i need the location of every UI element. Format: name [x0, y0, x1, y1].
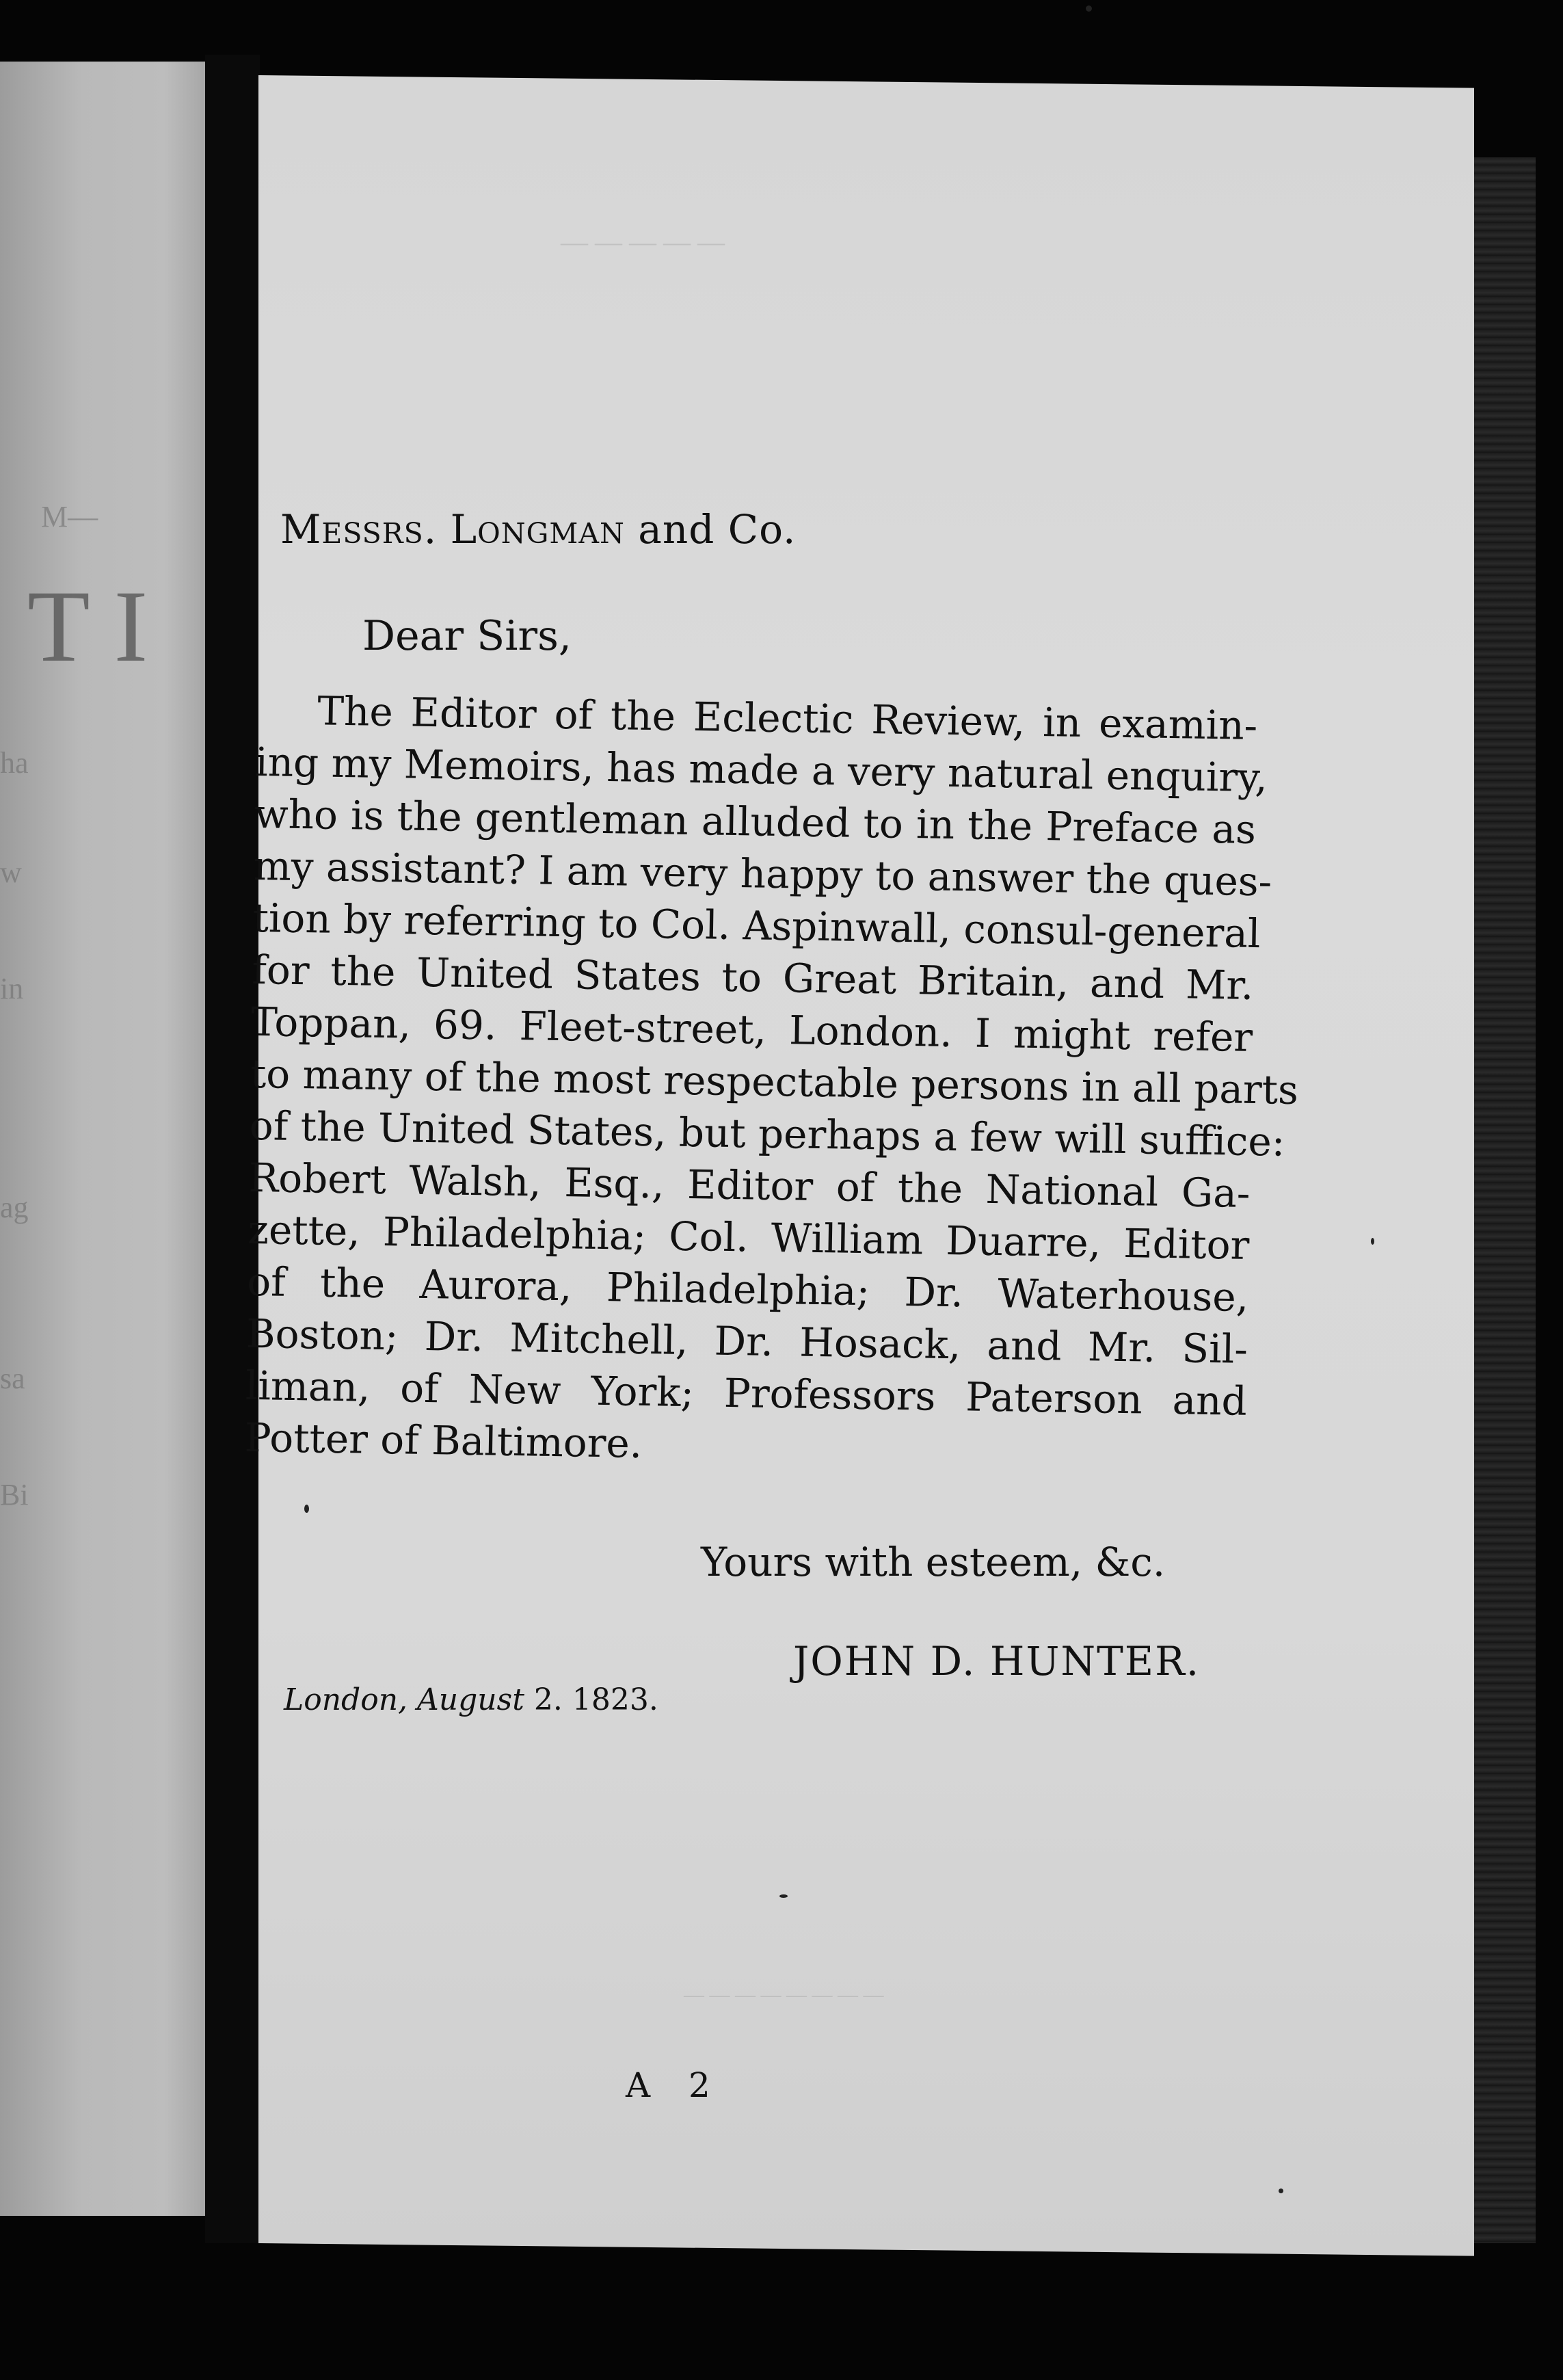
- left-page-fragment: Bi: [0, 1478, 29, 1511]
- body-line: of the United States, but perhaps a few will suffice:: [249, 1102, 1285, 1165]
- body-line: my assistant? I am very happy to answer the ques-: [253, 842, 1272, 905]
- greeting: Dear Sirs,: [362, 612, 572, 660]
- body-line: The Editor of the Eclectic Review, in examin-: [317, 687, 1258, 750]
- body-line: to many of the most respectable persons in all parts: [250, 1050, 1299, 1114]
- show-through-text: — — — — —: [561, 226, 725, 257]
- body-line: zette, Philadelphia; Col. William Duarre, Editor: [247, 1206, 1250, 1269]
- body-line: Potter of Baltimore.: [244, 1414, 643, 1467]
- signature-mark: A 2: [626, 2065, 724, 2105]
- body-line: Toppan, 69. Fleet-street, London. I might refer: [250, 998, 1253, 1061]
- date-place: London, August: [284, 1682, 524, 1717]
- left-page-fragment: w: [0, 856, 22, 889]
- left-page-fragment: M—: [41, 500, 98, 533]
- speck: [779, 1894, 788, 1898]
- body-line: Boston; Dr. Mitchell, Dr. Hosack, and Mr. Sil-: [245, 1310, 1248, 1373]
- letter-body: [244, 684, 1299, 1479]
- body-line: tion by referring to Col. Aspinwall, consul-general: [252, 894, 1261, 957]
- left-page-large-letters: T I: [27, 570, 148, 683]
- speck: [1371, 1238, 1374, 1245]
- body-line: liman, of New York; Professors Paterson and: [245, 1362, 1248, 1425]
- body-line: of the Aurora, Philadelphia; Dr. Waterhouse,: [246, 1258, 1249, 1321]
- speck: [304, 1505, 309, 1513]
- left-page-fragment: ha: [0, 746, 29, 780]
- left-page-fragment: ag: [0, 1191, 29, 1224]
- speck: [1279, 2189, 1283, 2193]
- addressee-prefix: Messrs.: [280, 506, 438, 553]
- body-line: for the United States to Great Britain, and Mr.: [251, 946, 1254, 1009]
- body-line: ing my Memoirs, has made a very natural enquiry,: [254, 738, 1268, 802]
- left-page-fragment: in: [0, 972, 24, 1005]
- book-edge: [1474, 157, 1536, 2243]
- body-line: Robert Walsh, Esq., Editor of the National Ga-: [248, 1154, 1251, 1217]
- left-facing-page: [0, 62, 205, 2216]
- speck: [1086, 5, 1092, 12]
- show-through-text: — — — — — — — —: [684, 1983, 884, 2006]
- body-line: who is the gentleman alluded to in the Preface as: [254, 790, 1257, 853]
- left-page-fragment: sa: [0, 1362, 25, 1395]
- addressee-name: Longman: [450, 506, 625, 553]
- date-number: 2. 1823.: [533, 1682, 658, 1717]
- dateline: [284, 1682, 658, 1717]
- addressee-suffix: and Co.: [638, 506, 797, 553]
- signature: JOHN D. HUNTER.: [793, 1638, 1201, 1684]
- addressee-line: [280, 506, 797, 553]
- closing: Yours with esteem, &c.: [701, 1539, 1166, 1585]
